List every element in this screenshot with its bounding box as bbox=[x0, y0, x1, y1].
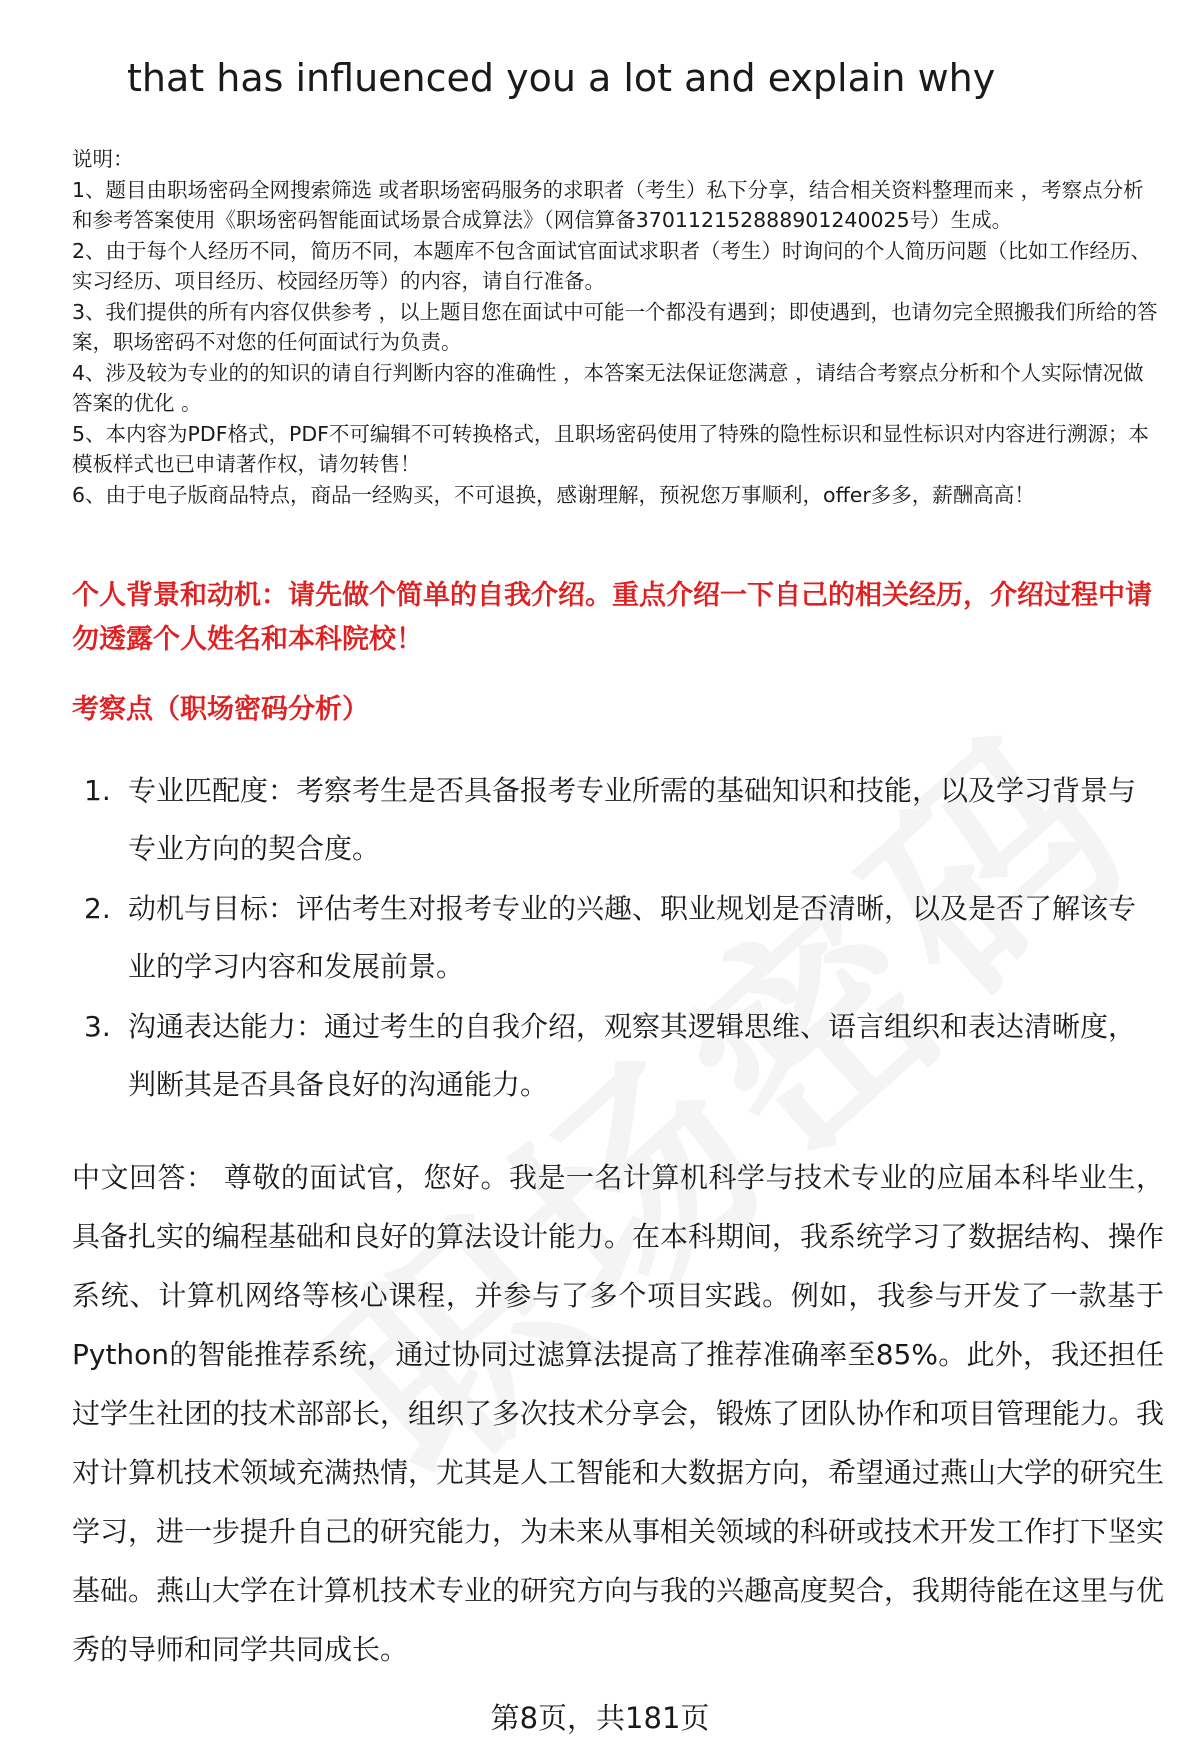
page-number: 第8页，共181页 bbox=[490, 1701, 710, 1735]
previous-question-tail: that has influenced you a lot and explain why bbox=[127, 56, 996, 100]
list-item-text: 沟通表达能力：通过考生的自我介绍，观察其逻辑思维、语言组织和表达清晰度，判断其是否具备良好的沟通能力。 bbox=[128, 1010, 1137, 1101]
list-item-text: 专业匹配度：考察考生是否具备报考专业所需的基础知识和技能，以及学习背景与专业方向的契合度。 bbox=[128, 774, 1137, 865]
exam-points-list bbox=[72, 762, 1162, 1116]
note-item: 4、涉及较为专业的的知识的请自行判断内容的准确性 ，本答案无法保证您满意 ，请结合考察点分析和个人实际情况做答案的优化 。 bbox=[72, 360, 1144, 415]
note-item: 3、我们提供的所有内容仅供参考 ，以上题目您在面试中可能一个都没有遇到；即使遇到，也请勿完全照搬我们所给的答案，职场密码不对您的任何面试行为负责。 bbox=[72, 299, 1158, 354]
chinese-answer: 中文回答： 尊敬的面试官，您好。我是一名计算机科学与技术专业的应届本科毕业生，具备扎实的编程基础和良好的算法设计能力。在本科期间，我系统学习了数据结构、操作系统、计算机网络等核心课程，并参与了多个项目实践。例如，我参与开发了一款基于Python的智能推荐系统，通过协同过滤算法提高了推荐准确率至85%。此外，我还担任过学生社团的技术部部长，组织了多次技术分享会，锻炼了团队协作和项目管理能力。我对计算机技术领域充满热情，尤其是人工智能和大数据方向，希望通过燕山大学的研究生学习，进一步提升自己的研究能力，为未来从事相关领域的科研或技术开发工作打下坚实基础。燕山大学在计算机技术专业的研究方向与我的兴趣高度契合，我期待能在这里与优秀的导师和同学共同成长。 bbox=[72, 1161, 1165, 1666]
disclaimer-notes bbox=[72, 144, 1164, 510]
note-item: 6、由于电子版商品特点，商品一经购买，不可退换，感谢理解，预祝您万事顺利，offer多多，薪酬高高！ bbox=[72, 482, 1035, 507]
notes-title: 说明： bbox=[72, 147, 134, 171]
list-number: 2. bbox=[84, 892, 111, 925]
list-item bbox=[72, 880, 1162, 996]
note-item: 1、题目由职场密码全网搜索筛选 或者职场密码服务的求职者（考生）私下分享，结合相关资料整理而来 ，考察点分析和参考答案使用《职场密码智能面试场景合成算法》（网信算备370112152888901240025号）生成。 bbox=[72, 177, 1144, 232]
list-number: 1. bbox=[84, 774, 111, 807]
note-item: 5、本内容为PDF格式，PDF不可编辑不可转换格式，且职场密码使用了特殊的隐性标识和显性标识对内容进行溯源；本模板样式也已申请著作权，请勿转售！ bbox=[72, 421, 1149, 476]
note-item: 2、由于每个人经历不同，简历不同，本题库不包含面试官面试求职者（考生）时询问的个人简历问题（比如工作经历、实习经历、项目经历、校园经历等）的内容，请自行准备。 bbox=[72, 238, 1152, 293]
exam-points-heading: 考察点（职场密码分析） bbox=[72, 694, 369, 725]
list-item bbox=[72, 998, 1162, 1114]
question-heading: 个人背景和动机：请先做个简单的自我介绍。重点介绍一下自己的相关经历，介绍过程中请勿透露个人姓名和本科院校！ bbox=[72, 580, 1152, 655]
list-item bbox=[72, 762, 1162, 878]
list-item-text: 动机与目标：评估考生对报考专业的兴趣、职业规划是否清晰，以及是否了解该专业的学习内容和发展前景。 bbox=[128, 892, 1137, 983]
list-number: 3. bbox=[84, 1010, 111, 1043]
